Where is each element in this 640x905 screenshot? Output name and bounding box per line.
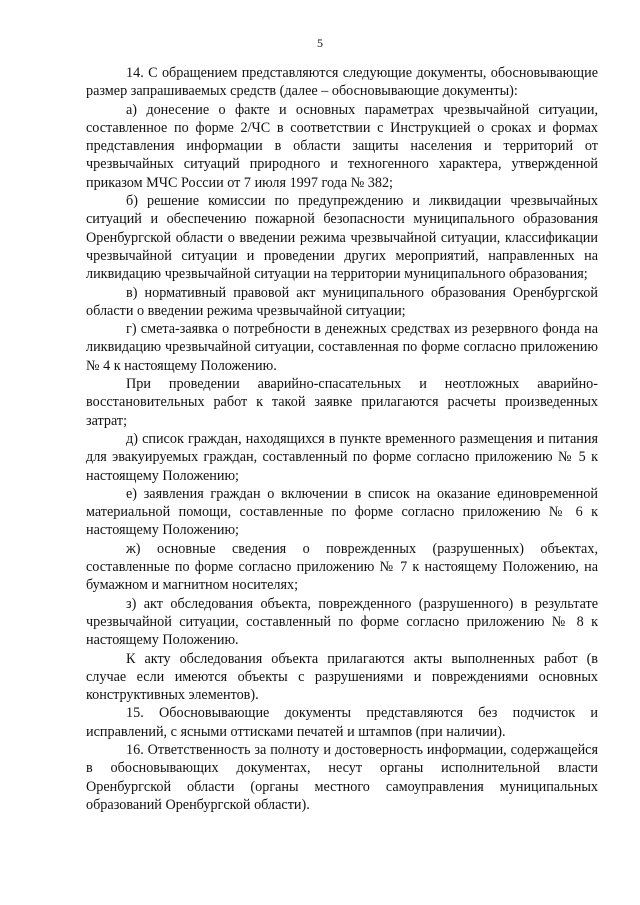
paragraph-14-e: е) заявления граждан о включении в список на оказание единовременной материальной помощи, составленные по форме согласно приложению № 6 к настоящему Положению;: [86, 485, 598, 539]
paragraph-16: 16. Ответственность за полноту и достоверность информации, содержащейся в обосновывающих документах, несут органы исполнительной власти Оренбургской области (органы местного самоуправления муниципальных образований Оренбургской области).: [86, 741, 598, 813]
paragraph-14-zh: ж) основные сведения о поврежденных (разрушенных) объектах, составленные по форме согласно приложению № 7 к настоящему Положению, на бумажном и магнитном носителях;: [86, 540, 598, 594]
paragraph-14-a: а) донесение о факте и основных параметрах чрезвычайной ситуации, составленное по форме 2/ЧС в соответствии с Инструкцией о сроках и формах представления информации в области защиты населения и территорий от чрезвычайных ситуаций природного и техногенного характера, утвержденной приказом МЧС России от 7 июля 1997 года № 382;: [86, 101, 598, 191]
paragraph-14-g-note: При проведении аварийно-спасательных и неотложных аварийно-восстановительных работ к такой заявке прилагаются расчеты произведенных затрат;: [86, 376, 598, 429]
paragraph-15: 15. Обосновывающие документы представляются без подчисток и исправлений, с ясными оттисками печатей и штампов (при наличии).: [86, 705, 598, 740]
page-number: 5: [317, 36, 323, 50]
paragraph-14-b: б) решение комиссии по предупреждению и ликвидации чрезвычайных ситуаций и обеспечению пожарной безопасности муниципального образования Оренбургской области о введении режима чрезвычайной ситуации, классификации чрезвычайной ситуации и проведении других мероприятий, направленных на ликвидацию чрезвычайной ситуации на территории муниципального образования;: [86, 193, 598, 283]
paragraph-14-v: в) нормативный правовой акт муниципального образования Оренбургской области о введении режима чрезвычайной ситуации;: [86, 284, 598, 319]
paragraph-14-g: г) смета-заявка о потребности в денежных средствах из резервного фонда на ликвидацию чрезвычайной ситуации, составленная по форме согласно приложению № 4 к настоящему Положению.: [86, 321, 598, 374]
paragraph-14: 14. С обращением представляются следующие документы, обосновывающие размер запрашиваемых средств (далее – обосновывающие документы):: [86, 65, 598, 100]
paragraph-14-d: д) список граждан, находящихся в пункте временного размещения и питания для эвакуируемых граждан, составленный по форме согласно приложению № 5 к настоящему Положению;: [86, 430, 598, 484]
document-body: [86, 64, 598, 814]
paragraph-14-z: з) акт обследования объекта, поврежденного (разрушенного) в результате чрезвычайной ситуации, составленный по форме согласно приложению № 8 к настоящему Положению.: [86, 595, 598, 649]
paragraph-14-z-note: К акту обследования объекта прилагаются акты выполненных работ (в случае если имеются объекты с разрушениями и повреждениями основных конструктивных элементов).: [86, 650, 598, 704]
